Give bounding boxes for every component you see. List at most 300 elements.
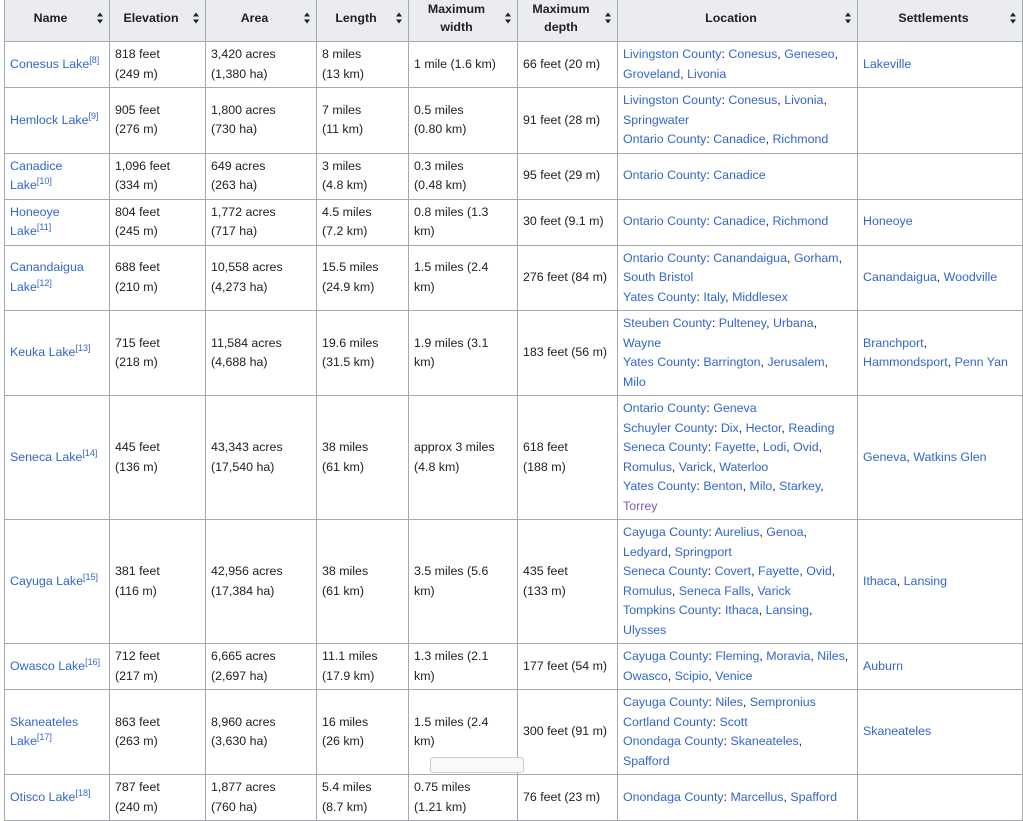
cell-text: (217 m) xyxy=(115,668,158,683)
cell-text: 1.3 miles (2.1 km) xyxy=(414,649,489,683)
place-link[interactable]: Dix xyxy=(720,420,739,435)
reference-link[interactable]: [12] xyxy=(36,277,52,288)
place-link[interactable]: Torrey xyxy=(623,498,658,513)
cell-text: 0.75 miles xyxy=(414,780,471,794)
cell-elevation xyxy=(110,396,206,520)
place-link[interactable]: Jerusalem xyxy=(767,355,825,369)
lake-link[interactable]: Honeoye Lake xyxy=(10,204,60,238)
cell-text: 4.5 miles xyxy=(322,204,372,219)
cell-max-depth xyxy=(518,396,618,520)
table-row xyxy=(5,42,1023,88)
location-group: Steuben County: Pulteney, Urbana, Wayne xyxy=(623,316,818,350)
cell-text: 66 feet (20 m) xyxy=(523,56,601,71)
col-header-max-depth[interactable]: Maximum depth xyxy=(518,0,618,42)
cell-location xyxy=(618,644,858,690)
cell-text: 1,800 acres xyxy=(211,102,276,117)
cell-text: 445 feet xyxy=(115,440,160,454)
place-link[interactable]: South Bristol xyxy=(623,270,694,284)
cell-text: (26 km) xyxy=(322,734,364,748)
place-link[interactable]: Varick xyxy=(678,459,713,474)
col-header-elevation[interactable]: Elevation xyxy=(110,0,206,42)
cell-text: (210 m) xyxy=(115,279,158,294)
location-group: Yates County: Benton, Milo, Starkey, Torrey xyxy=(623,479,824,513)
cell-max-depth xyxy=(518,644,618,690)
cell-text: 30 feet (9.1 m) xyxy=(523,214,604,229)
county-link[interactable]: Onondaga County xyxy=(623,789,724,804)
cell-max-width xyxy=(409,520,518,644)
cell-area xyxy=(206,520,317,644)
cell-text: (4.8 km) xyxy=(322,178,368,192)
cell-max-width xyxy=(409,199,518,245)
place-link[interactable]: Conesus xyxy=(728,93,778,107)
place-link[interactable]: Lodi xyxy=(762,440,787,454)
cell-area xyxy=(206,644,317,690)
cell-name xyxy=(5,690,110,775)
place-link[interactable]: Marcellus xyxy=(730,789,784,804)
cell-text: 804 feet xyxy=(115,204,160,219)
place-link[interactable]: Middlesex xyxy=(732,289,788,304)
cell-location xyxy=(618,520,858,644)
cell-max-depth xyxy=(518,42,618,88)
cell-max-depth xyxy=(518,690,618,775)
place-link[interactable]: Canadice xyxy=(713,132,766,146)
location-group: Yates County: Barrington, Jerusalem, Milo xyxy=(623,355,829,389)
location-group: Schuyler County: Dix, Hector, Reading xyxy=(623,420,835,435)
county-link[interactable]: Livingston County xyxy=(623,47,722,61)
cell-settlements xyxy=(858,88,1023,154)
lake-link[interactable]: Conesus Lake xyxy=(10,56,90,71)
place-link[interactable]: Groveland xyxy=(623,66,681,81)
place-link[interactable]: Gorham xyxy=(793,250,839,265)
location-group: Livingston County: Conesus, Livonia, Springwater xyxy=(623,93,827,127)
cell-text: 8,960 acres xyxy=(211,714,276,729)
cell-name xyxy=(5,311,110,396)
cell-text: 3 miles xyxy=(322,158,362,173)
lake-link[interactable]: Canadice Lake xyxy=(10,158,63,192)
cell-length xyxy=(317,775,409,821)
cell-text: (31.5 km) xyxy=(322,355,375,369)
place-link[interactable]: Spafford xyxy=(623,753,670,768)
cell-area xyxy=(206,245,317,311)
cell-text: (245 m) xyxy=(115,224,158,238)
cell-text: (334 m) xyxy=(115,178,158,192)
reference-link[interactable]: [11] xyxy=(36,221,52,232)
location-group: Cayuga County: Fleming, Moravia, Niles, Owasco, Scipio, Venice xyxy=(623,649,849,683)
county-link[interactable]: Cayuga County xyxy=(623,695,709,709)
cell-elevation xyxy=(110,153,206,199)
cell-max-width xyxy=(409,311,518,396)
cell-text: (116 m) xyxy=(115,583,157,598)
reference-link[interactable]: [13] xyxy=(75,343,91,354)
place-link[interactable]: Genoa xyxy=(766,525,804,539)
cell-text: (133 m) xyxy=(523,583,566,598)
place-link[interactable]: Richmond xyxy=(772,132,829,146)
cell-location xyxy=(618,311,858,396)
popup-preview xyxy=(430,757,524,773)
cell-area xyxy=(206,42,317,88)
cell-text: 787 feet xyxy=(115,780,160,794)
table-row xyxy=(5,245,1023,311)
cell-elevation xyxy=(110,88,206,154)
place-link[interactable]: Fleming xyxy=(715,649,760,663)
place-link[interactable]: Conesus xyxy=(728,47,778,61)
cell-text: 15.5 miles xyxy=(322,260,379,275)
cell-text: 381 feet xyxy=(115,564,160,578)
settlement-link[interactable]: Canandaigua xyxy=(863,270,937,284)
cell-name xyxy=(5,520,110,644)
reference-link[interactable]: [9] xyxy=(88,110,99,121)
location-group: Livingston County: Conesus, Geneseo, Groveland, Livonia xyxy=(623,47,838,81)
place-link[interactable]: Canadice xyxy=(713,214,766,229)
place-link[interactable]: Scott xyxy=(719,714,748,729)
cell-elevation xyxy=(110,311,206,396)
cell-text: (13 km) xyxy=(322,66,364,81)
county-link[interactable]: Schuyler County xyxy=(623,420,714,435)
county-link[interactable]: Cayuga County xyxy=(623,525,709,539)
cell-text: (0.48 km) xyxy=(414,178,467,192)
settlement-link[interactable]: Hammondsport xyxy=(863,355,948,369)
cell-settlements xyxy=(858,153,1023,199)
settlement-link[interactable]: Ithaca xyxy=(863,573,897,588)
cell-text: (240 m) xyxy=(115,799,158,814)
reference-link[interactable]: [8] xyxy=(89,54,100,65)
cell-location xyxy=(618,153,858,199)
cell-text: (17,384 ha) xyxy=(211,583,275,598)
cell-text: 3,420 acres xyxy=(211,47,276,61)
cell-name xyxy=(5,199,110,245)
settlement-link[interactable]: Skaneateles xyxy=(863,724,932,739)
place-link[interactable]: Urbana xyxy=(772,316,814,330)
reference-link[interactable]: [18] xyxy=(75,787,91,798)
lake-link[interactable]: Hemlock Lake xyxy=(10,112,89,127)
cell-text: 16 miles xyxy=(322,714,369,729)
county-link[interactable]: Tompkins County xyxy=(623,603,719,617)
cell-location xyxy=(618,88,858,154)
table-row xyxy=(5,311,1023,396)
place-link[interactable]: Ulysses xyxy=(623,622,667,637)
cell-max-depth xyxy=(518,199,618,245)
location-group: Ontario County: Canandaigua, Gorham, South Bristol xyxy=(623,250,843,284)
cell-text: 19.6 miles xyxy=(322,335,379,350)
place-link[interactable]: Ithaca xyxy=(724,603,759,617)
sort-icon[interactable] xyxy=(396,13,402,24)
place-link[interactable]: Lansing xyxy=(765,603,809,617)
cell-name xyxy=(5,42,110,88)
place-link[interactable]: Fayette xyxy=(758,564,800,578)
cell-max-depth xyxy=(518,775,618,821)
place-link[interactable]: Benton xyxy=(703,479,743,493)
cell-text: 1 mile (1.6 km) xyxy=(414,56,496,71)
cell-settlements xyxy=(858,690,1023,775)
cell-text: (218 m) xyxy=(115,355,158,369)
lake-link[interactable]: Skaneateles Lake xyxy=(10,714,79,748)
sort-icon[interactable] xyxy=(845,13,851,24)
cell-text: 712 feet xyxy=(115,649,160,663)
place-link[interactable]: Hector xyxy=(745,420,782,435)
cell-text: 11.1 miles xyxy=(322,649,378,663)
cell-settlements xyxy=(858,42,1023,88)
location-group: Tompkins County: Ithaca, Lansing, Ulysses xyxy=(623,603,813,637)
cell-text: 43,343 acres xyxy=(211,440,283,454)
place-link[interactable]: Fayette xyxy=(714,440,756,454)
cell-length xyxy=(317,88,409,154)
settlement-link[interactable]: Lakeville xyxy=(863,56,912,71)
cell-text: (8.7 km) xyxy=(322,799,368,814)
cell-text: approx 3 miles xyxy=(414,440,495,454)
county-link[interactable]: Yates County xyxy=(623,289,697,304)
cell-text: (61 km) xyxy=(322,583,364,598)
cell-text: 618 feet xyxy=(523,440,568,454)
location-group: Yates County: Italy, Middlesex xyxy=(623,289,788,304)
county-link[interactable]: Onondaga County xyxy=(623,734,724,748)
county-link[interactable]: Ontario County xyxy=(623,132,707,146)
county-link[interactable]: Ontario County xyxy=(623,250,707,265)
county-link[interactable]: Ontario County xyxy=(623,214,707,229)
cell-text: 5.4 miles xyxy=(322,780,372,794)
county-link[interactable]: Cortland County xyxy=(623,714,713,729)
cell-text: (276 m) xyxy=(115,122,158,137)
location-group: Onondaga County: Skaneateles, Spafford xyxy=(623,734,803,768)
place-link[interactable]: Canadice xyxy=(713,168,766,183)
table-row xyxy=(5,775,1023,821)
cell-text: 42,956 acres xyxy=(211,564,283,578)
cell-area xyxy=(206,775,317,821)
settlement-link[interactable]: Penn Yan xyxy=(954,355,1008,369)
table-row xyxy=(5,153,1023,199)
place-link[interactable]: Romulus xyxy=(623,459,672,474)
cell-max-width xyxy=(409,396,518,520)
county-link[interactable]: Seneca County xyxy=(623,440,708,454)
county-link[interactable]: Cayuga County xyxy=(623,649,709,663)
place-link[interactable]: Livonia xyxy=(687,66,727,81)
sort-icon[interactable] xyxy=(1010,13,1016,24)
cell-text: 863 feet xyxy=(115,714,160,729)
cell-length xyxy=(317,644,409,690)
cell-settlements: Geneva, Watkins Glen xyxy=(858,396,1023,520)
county-link[interactable]: Livingston County xyxy=(623,93,722,107)
place-link[interactable]: Springwater xyxy=(623,112,690,127)
place-link[interactable]: Geneva xyxy=(713,401,757,415)
county-link[interactable]: Yates County xyxy=(623,355,697,369)
sort-icon[interactable] xyxy=(304,13,310,24)
cell-location xyxy=(618,245,858,311)
cell-text: 76 feet (23 m) xyxy=(523,789,601,804)
cell-area xyxy=(206,311,317,396)
cell-length xyxy=(317,199,409,245)
cell-location xyxy=(618,396,858,520)
cell-text: 649 acres xyxy=(211,158,266,173)
lake-link[interactable]: Canandaigua Lake xyxy=(10,260,84,294)
reference-link[interactable]: [10] xyxy=(36,175,52,186)
col-header-location[interactable]: Location xyxy=(618,0,858,42)
table-row xyxy=(5,88,1023,154)
place-link[interactable]: Pulteney xyxy=(718,316,767,330)
header-row xyxy=(5,0,1023,42)
cell-elevation xyxy=(110,199,206,245)
cell-location xyxy=(618,199,858,245)
cell-text: (4,273 ha) xyxy=(211,279,268,294)
table-row xyxy=(5,644,1023,690)
cell-area xyxy=(206,690,317,775)
cell-text: 3.5 miles (5.6 km) xyxy=(414,564,489,598)
county-link[interactable]: Steuben County xyxy=(623,316,712,330)
cell-max-depth xyxy=(518,520,618,644)
place-link[interactable]: Varick xyxy=(757,583,791,598)
place-link[interactable]: Ovid xyxy=(806,564,832,578)
cell-text: 10,558 acres xyxy=(211,260,283,275)
cell-text: 1,772 acres xyxy=(211,204,276,219)
place-link[interactable]: Richmond xyxy=(772,214,829,229)
settlement-link[interactable]: Honeoye xyxy=(863,214,913,229)
lakes-table xyxy=(4,0,1023,821)
cell-length xyxy=(317,520,409,644)
cell-length xyxy=(317,153,409,199)
place-link[interactable]: Aurelius xyxy=(714,525,760,539)
table-row xyxy=(5,520,1023,644)
sort-icon[interactable] xyxy=(97,13,103,24)
sort-icon[interactable] xyxy=(605,13,611,24)
place-link[interactable]: Canandaigua xyxy=(713,250,787,265)
place-link[interactable]: Niles xyxy=(715,695,743,709)
cell-text: 1,877 acres xyxy=(211,780,276,794)
place-link[interactable]: Scipio xyxy=(674,668,709,683)
place-link[interactable]: Spafford xyxy=(790,789,838,804)
place-link[interactable]: Barrington xyxy=(703,355,761,369)
lake-link[interactable]: Owasco Lake xyxy=(10,658,86,673)
cell-text: 177 feet (54 m) xyxy=(523,658,608,673)
place-link[interactable]: Reading xyxy=(788,420,835,435)
county-link[interactable]: Ontario County xyxy=(623,168,707,183)
cell-text: 38 miles xyxy=(322,564,369,578)
cell-max-width xyxy=(409,88,518,154)
place-link[interactable]: Livonia xyxy=(784,93,824,107)
lake-link[interactable]: Cayuga Lake xyxy=(10,573,84,588)
cell-text: 7 miles xyxy=(322,102,362,117)
place-link[interactable]: Springport xyxy=(674,544,732,559)
place-link[interactable]: Niles xyxy=(817,649,845,663)
cell-text: 1,096 feet xyxy=(115,158,171,173)
lake-link[interactable]: Seneca Lake xyxy=(10,449,83,464)
cell-text: 300 feet (91 m) xyxy=(523,724,608,739)
location-group: Cortland County: Scott xyxy=(623,714,748,729)
place-link[interactable]: Skaneateles xyxy=(730,734,799,748)
cell-max-depth xyxy=(518,245,618,311)
county-link[interactable]: Ontario County xyxy=(623,401,707,415)
cell-elevation xyxy=(110,690,206,775)
cell-text: (0.80 km) xyxy=(414,122,467,137)
lake-link[interactable]: Otisco Lake xyxy=(10,789,76,804)
place-link[interactable]: Romulus xyxy=(623,583,672,598)
cell-text: 1.5 miles (2.4 km) xyxy=(414,260,489,294)
place-link[interactable]: Milo xyxy=(749,479,773,493)
place-link[interactable]: Venice xyxy=(715,668,753,683)
settlement-link[interactable]: Branchport xyxy=(863,335,924,350)
settlement-link[interactable]: Woodville xyxy=(943,270,998,284)
cell-text: (7.2 km) xyxy=(322,224,368,238)
cell-text: 1.9 miles (3.1 km) xyxy=(414,335,489,369)
cell-length xyxy=(317,42,409,88)
settlement-link[interactable]: Lansing xyxy=(903,573,948,588)
cell-text: (760 ha) xyxy=(211,799,258,814)
reference-link[interactable]: [17] xyxy=(36,731,52,742)
cell-text: (1,380 ha) xyxy=(211,66,268,81)
county-link[interactable]: Yates County xyxy=(623,479,697,493)
cell-text: (1.21 km) xyxy=(414,799,467,814)
cell-text: (2,697 ha) xyxy=(211,668,268,683)
settlement-link[interactable]: Auburn xyxy=(863,658,903,673)
reference-link[interactable]: [16] xyxy=(85,656,101,667)
cell-text: 818 feet xyxy=(115,47,160,61)
cell-text: 91 feet (28 m) xyxy=(523,112,601,127)
cell-text: 435 feet xyxy=(523,564,568,578)
cell-max-depth xyxy=(518,311,618,396)
cell-length xyxy=(317,690,409,775)
cell-name xyxy=(5,396,110,520)
place-link[interactable]: Italy xyxy=(703,289,726,304)
cell-text: 11,584 acres xyxy=(211,335,282,350)
place-link[interactable]: Moravia xyxy=(766,649,811,663)
col-header-area[interactable]: Area xyxy=(206,0,317,42)
cell-name xyxy=(5,775,110,821)
place-link[interactable]: Owasco xyxy=(623,668,668,683)
cell-elevation xyxy=(110,775,206,821)
lake-link[interactable]: Keuka Lake xyxy=(10,345,76,360)
place-link[interactable]: Ledyard xyxy=(623,544,668,559)
cell-settlements: Branchport, Hammondsport, Penn Yan xyxy=(858,311,1023,396)
cell-text: (11 km) xyxy=(322,122,364,137)
county-link[interactable]: Seneca County xyxy=(623,564,708,578)
cell-area xyxy=(206,153,317,199)
cell-elevation xyxy=(110,520,206,644)
cell-elevation xyxy=(110,42,206,88)
cell-text: 715 feet xyxy=(115,335,160,350)
place-link[interactable]: Starkey xyxy=(779,479,821,493)
place-link[interactable]: Milo xyxy=(623,374,646,389)
cell-max-depth xyxy=(518,153,618,199)
cell-area xyxy=(206,396,317,520)
col-header-length[interactable]: Length xyxy=(317,0,409,42)
place-link[interactable]: Covert xyxy=(714,564,752,578)
place-link[interactable]: Waterloo xyxy=(719,459,769,474)
col-header-max-width[interactable]: Maximum width xyxy=(409,0,518,42)
place-link[interactable]: Ovid xyxy=(793,440,819,454)
reference-link[interactable]: [14] xyxy=(82,447,98,458)
settlement-link[interactable]: Geneva xyxy=(863,449,907,464)
col-header-settlements[interactable]: Settlements xyxy=(858,0,1023,42)
cell-text: 38 miles xyxy=(322,440,369,454)
place-link[interactable]: Wayne xyxy=(623,335,662,350)
sort-icon[interactable] xyxy=(505,13,511,24)
reference-link[interactable]: [15] xyxy=(83,571,99,582)
location-group: Seneca County: Fayette, Lodi, Ovid, Romulus, Varick, Waterloo xyxy=(623,440,823,474)
settlement-link[interactable]: Watkins Glen xyxy=(913,449,987,464)
cell-text: 0.5 miles xyxy=(414,102,464,117)
location-group: Ontario County: Geneva xyxy=(623,401,757,415)
cell-text: (4,688 ha) xyxy=(211,355,268,369)
place-link[interactable]: Geneseo xyxy=(784,47,835,61)
cell-length xyxy=(317,311,409,396)
place-link[interactable]: Sempronius xyxy=(749,695,816,709)
sort-icon[interactable] xyxy=(193,13,199,24)
cell-text: (136 m) xyxy=(115,459,158,474)
cell-length xyxy=(317,396,409,520)
cell-text: (188 m) xyxy=(523,459,566,474)
cell-max-width xyxy=(409,644,518,690)
col-header-name[interactable]: Name xyxy=(5,0,110,42)
cell-elevation xyxy=(110,644,206,690)
location-group: Cayuga County: Aurelius, Genoa, Ledyard, Springport xyxy=(623,525,807,559)
place-link[interactable]: Seneca Falls xyxy=(678,583,751,598)
